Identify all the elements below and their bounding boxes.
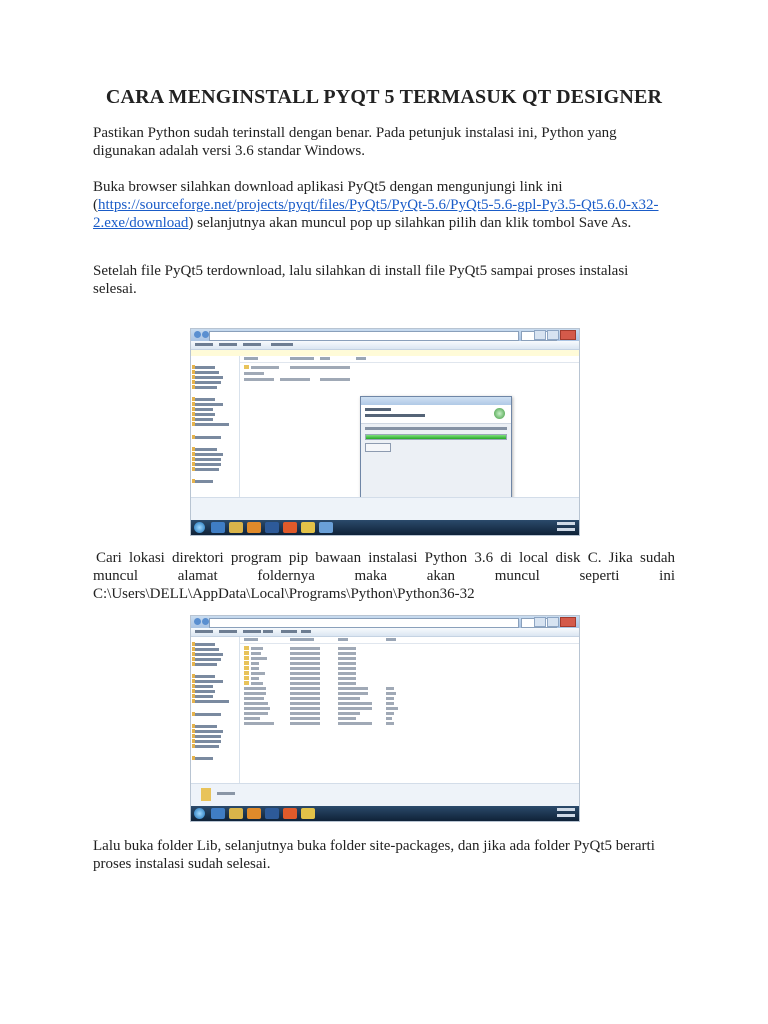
- ie-icon: [211, 808, 225, 819]
- forward-icon: [202, 331, 209, 338]
- ie-icon: [211, 522, 225, 533]
- paragraph-download-outro: ) selanjutnya akan muncul pop up silahkan pilih dan klik tombol Save As.: [188, 215, 632, 231]
- explorer-toolbar: [191, 628, 579, 637]
- window-titlebar: [191, 329, 579, 341]
- paragraph-install: Setelah file PyQt5 terdownload, lalu silahkan di install file PyQt5 sampai proses instalasi selesai.: [93, 263, 629, 297]
- paragraph-locate-text: Cari lokasi direktori program pip bawaan instalasi Python 3.6 di local disk C. Jika sudah muncul alamat foldernya maka akan muncul seperti ini: [93, 550, 675, 584]
- clock-time: [557, 522, 575, 525]
- start-orb-icon: [194, 808, 205, 819]
- firefox-icon: [283, 808, 297, 819]
- windows-taskbar: [191, 806, 579, 821]
- back-icon: [194, 618, 201, 625]
- clock-date: [557, 814, 575, 817]
- photoshop-icon: [265, 808, 279, 819]
- pyqt-setup-dialog: [360, 396, 512, 510]
- explorer-icon: [229, 808, 243, 819]
- installer-screenshot: [190, 328, 580, 536]
- start-orb-icon: [194, 522, 205, 533]
- window-controls: [534, 330, 576, 339]
- paragraph-verify: Lalu buka folder Lib, selanjutnya buka folder site-packages, dan jika ada folder PyQt5 berarti proses instalasi sudah selesai.: [93, 838, 655, 872]
- show-details-button: [365, 443, 391, 452]
- chrome-icon: [301, 808, 315, 819]
- explorer-toolbar: [191, 341, 579, 350]
- navigation-pane: [191, 356, 240, 520]
- paragraph-python-check: Pastikan Python sudah terinstall dengan benar. Pada petunjuk instalasi ini, Python yang digunakan adalah versi 3.6 standar Windows.: [93, 125, 617, 159]
- explorer-icon: [229, 522, 243, 533]
- file-list: [240, 356, 579, 520]
- back-icon: [194, 331, 201, 338]
- folder-icon: [201, 788, 211, 801]
- pyqt-download-link[interactable]: https://sourceforge.net/projects/pyqt/files/PyQt5/PyQt-5.6/PyQt5-5.6-gpl-Py3.5-Qt5.6.0-x32-2.exe/download: [93, 197, 659, 231]
- document-title: CARA MENGINSTALL PYQT 5 TERMASUK QT DESIGNER: [105, 86, 663, 108]
- window-controls: [534, 617, 576, 626]
- windows-taskbar: [191, 520, 579, 535]
- status-bar: [191, 783, 579, 806]
- clock-time: [557, 808, 575, 811]
- address-bar: [209, 618, 519, 628]
- forward-icon: [202, 618, 209, 625]
- paragraph-download: [93, 178, 675, 232]
- paragraph-download-intro: Buka browser silahkan download aplikasi PyQt5 dengan mengunjungi link ini (: [93, 179, 563, 213]
- firefox-icon: [283, 522, 297, 533]
- chrome-icon: [301, 522, 315, 533]
- clock-date: [557, 528, 575, 531]
- setup-task-icon: [319, 522, 333, 533]
- media-icon: [247, 522, 261, 533]
- python-directory-path: C:\Users\DELL\AppData\Local\Programs\Python\Python36-32: [93, 586, 475, 602]
- address-bar: [209, 331, 519, 341]
- install-progress-bar: [365, 434, 507, 440]
- media-icon: [247, 808, 261, 819]
- status-bar: [191, 497, 579, 520]
- window-titlebar: [191, 616, 579, 628]
- paragraph-locate-directory: [93, 549, 675, 603]
- file-list: [240, 637, 579, 806]
- python-folder-screenshot: [190, 615, 580, 822]
- photoshop-icon: [265, 522, 279, 533]
- setup-logo-icon: [494, 408, 505, 419]
- navigation-pane: [191, 637, 240, 806]
